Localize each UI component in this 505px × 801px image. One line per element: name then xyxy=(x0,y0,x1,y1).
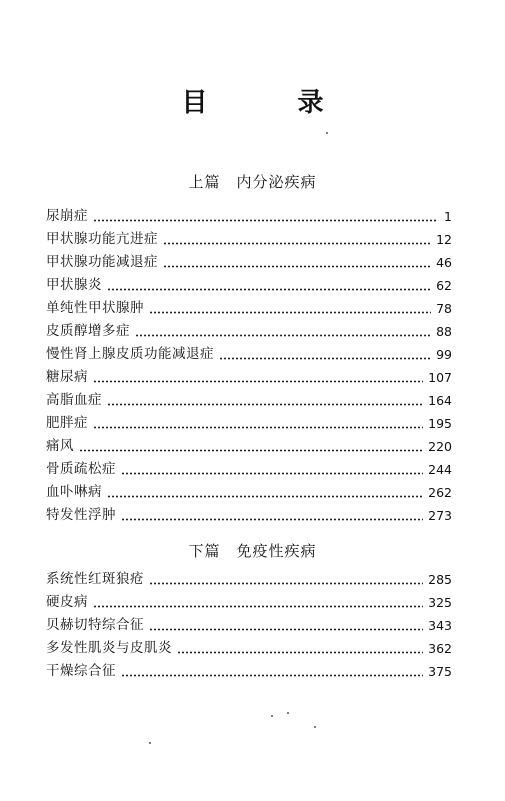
dot-leader xyxy=(79,449,423,452)
toc-entry-title: 皮质醇增多症 xyxy=(46,323,130,339)
toc-entry-title: 痛风 xyxy=(46,438,74,454)
toc-entry-title: 慢性肾上腺皮质功能减退症 xyxy=(46,346,214,362)
toc-entry[interactable] xyxy=(46,568,452,591)
toc-entry[interactable] xyxy=(46,205,452,228)
toc-entry[interactable] xyxy=(46,412,452,435)
toc-entry-page: 273 xyxy=(428,508,452,523)
toc-entry-page: 375 xyxy=(428,664,452,679)
scan-speck xyxy=(314,726,316,728)
dot-leader xyxy=(93,219,437,222)
toc-entry-page: 262 xyxy=(428,485,452,500)
toc-entry-title: 硬皮病 xyxy=(46,594,88,610)
section-heading-endocrine: 上篇 内分泌疾病 xyxy=(188,173,317,191)
toc-entry[interactable] xyxy=(46,660,452,683)
toc-entry[interactable] xyxy=(46,591,452,614)
toc-entry[interactable] xyxy=(46,251,452,274)
dot-leader xyxy=(149,582,423,585)
toc-entry-page: 343 xyxy=(428,618,452,633)
dot-leader xyxy=(121,472,423,475)
toc-entry-page: 88 xyxy=(436,324,452,339)
toc-entry-page: 99 xyxy=(436,347,452,362)
toc-entry-title: 特发性浮肿 xyxy=(46,507,116,523)
toc-entry-title: 系统性红斑狼疮 xyxy=(46,571,144,587)
toc-entry-page: 46 xyxy=(436,255,452,270)
toc-entry-page: 362 xyxy=(428,641,452,656)
toc-entry[interactable] xyxy=(46,637,452,660)
dot-leader xyxy=(149,628,423,631)
dot-leader xyxy=(121,674,423,677)
dot-leader xyxy=(135,334,431,337)
dot-leader xyxy=(219,357,431,360)
toc-entry-page: 62 xyxy=(436,278,452,293)
toc-entry-title: 干燥综合征 xyxy=(46,663,116,679)
toc-entry-title: 甲状腺功能亢进症 xyxy=(46,231,158,247)
toc-entry[interactable] xyxy=(46,481,452,504)
section-heading-immune: 下篇 免疫性疾病 xyxy=(188,542,317,560)
toc-entry[interactable] xyxy=(46,435,452,458)
toc-list-endocrine xyxy=(46,205,452,527)
toc-entry-page: 164 xyxy=(428,393,452,408)
toc-entry-title: 肥胖症 xyxy=(46,415,88,431)
toc-entry-page: 12 xyxy=(436,232,452,247)
toc-entry-title: 糖尿病 xyxy=(46,369,88,385)
dot-leader xyxy=(107,288,431,291)
dot-leader xyxy=(107,495,423,498)
toc-entry-title: 血卟啉病 xyxy=(46,484,102,500)
toc-entry-page: 244 xyxy=(428,462,452,477)
toc-entry-title: 甲状腺炎 xyxy=(46,277,102,293)
toc-entry-title: 单纯性甲状腺肿 xyxy=(46,300,144,316)
toc-entry[interactable] xyxy=(46,320,452,343)
dot-leader xyxy=(149,311,431,314)
toc-entry-page: 285 xyxy=(428,572,452,587)
page-title: 目 录 xyxy=(181,88,356,118)
toc-entry[interactable] xyxy=(46,504,452,527)
scan-speck xyxy=(271,715,273,717)
toc-entry-title: 尿崩症 xyxy=(46,208,88,224)
toc-entry[interactable] xyxy=(46,343,452,366)
toc-entry[interactable] xyxy=(46,274,452,297)
toc-entry-title: 高脂血症 xyxy=(46,392,102,408)
scan-speck xyxy=(287,712,289,714)
dot-leader xyxy=(177,651,423,654)
toc-entry-page: 1 xyxy=(444,209,452,224)
scan-speck xyxy=(149,742,151,744)
dot-leader xyxy=(163,242,431,245)
toc-entry-title: 多发性肌炎与皮肌炎 xyxy=(46,640,172,656)
toc-entry-title: 甲状腺功能减退症 xyxy=(46,254,158,270)
dot-leader xyxy=(107,403,423,406)
toc-entry-page: 220 xyxy=(428,439,452,454)
toc-list-immune xyxy=(46,568,452,683)
dot-leader xyxy=(93,426,423,429)
dot-leader xyxy=(93,380,423,383)
toc-entry-title: 骨质疏松症 xyxy=(46,461,116,477)
toc-entry-page: 325 xyxy=(428,595,452,610)
toc-entry-page: 195 xyxy=(428,416,452,431)
toc-entry-page: 107 xyxy=(428,370,452,385)
toc-entry-page: 78 xyxy=(436,301,452,316)
dot-leader xyxy=(163,265,431,268)
dot-leader xyxy=(93,605,423,608)
toc-entry[interactable] xyxy=(46,297,452,320)
toc-entry[interactable] xyxy=(46,614,452,637)
toc-entry[interactable] xyxy=(46,366,452,389)
toc-entry-title: 贝赫切特综合征 xyxy=(46,617,144,633)
scan-speck xyxy=(326,132,328,134)
toc-entry[interactable] xyxy=(46,228,452,251)
toc-entry[interactable] xyxy=(46,458,452,481)
dot-leader xyxy=(121,518,423,521)
toc-entry[interactable] xyxy=(46,389,452,412)
